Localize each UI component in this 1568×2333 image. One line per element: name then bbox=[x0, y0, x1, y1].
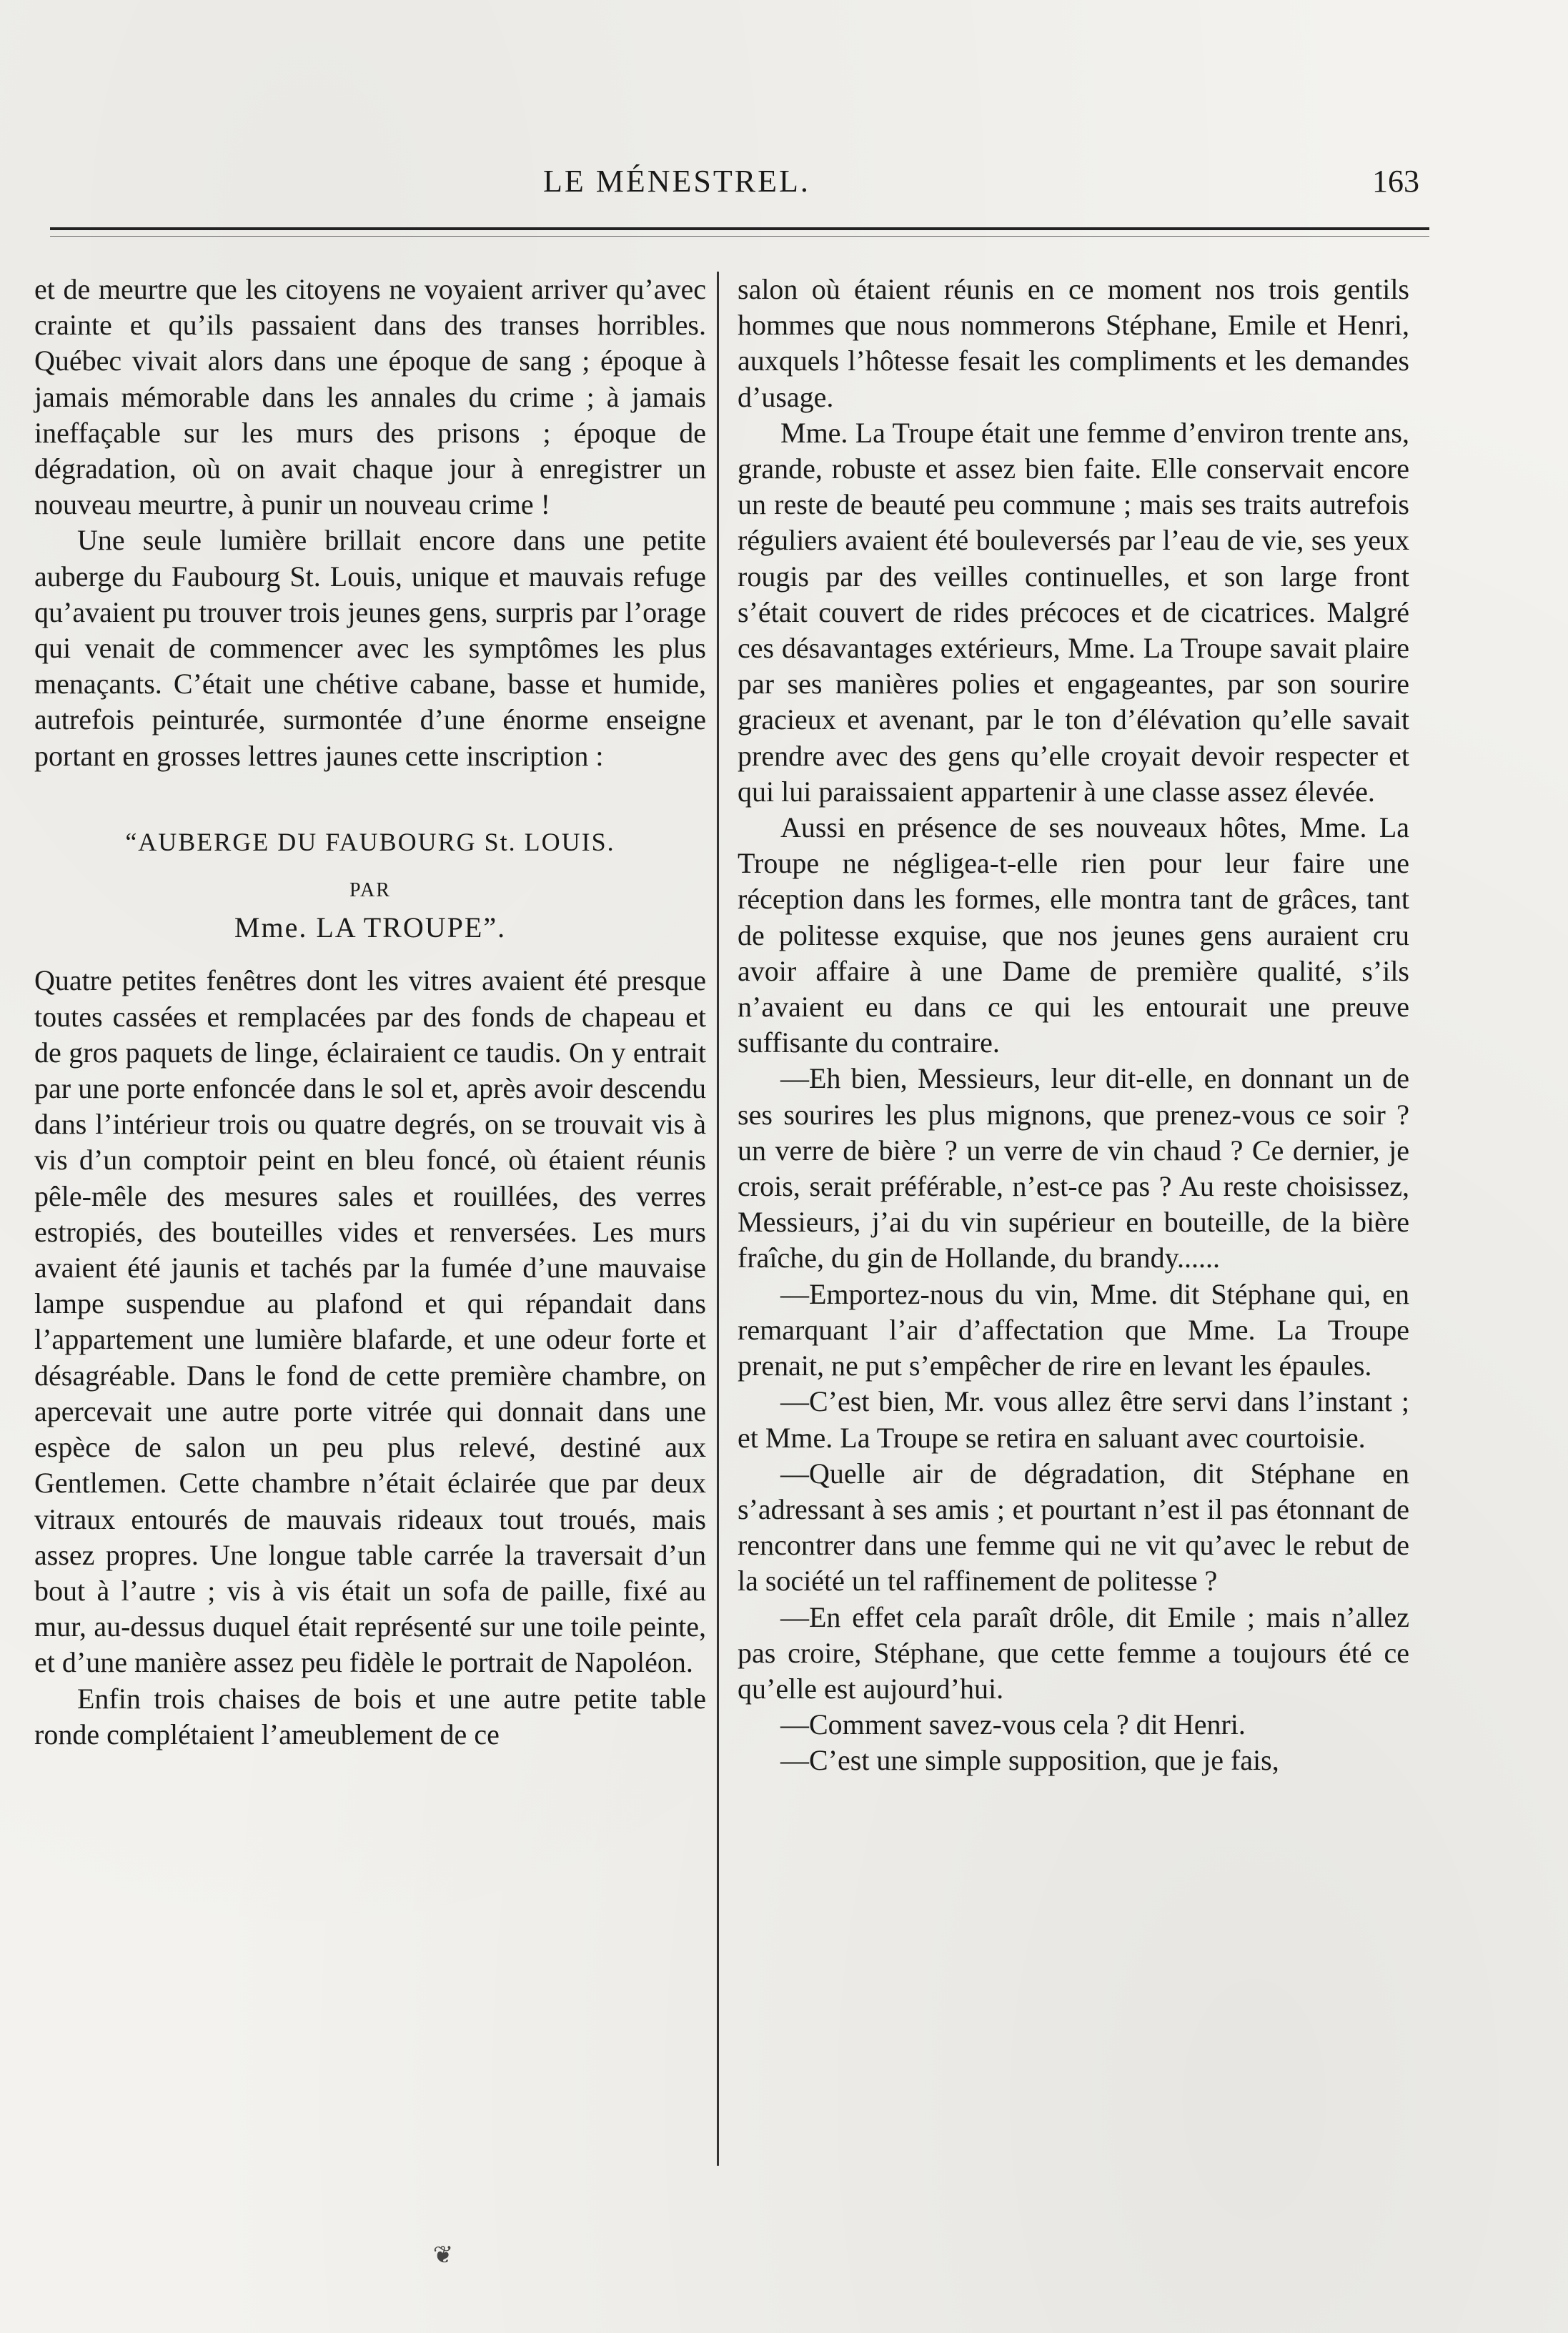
paragraph: Enfin trois chaises de bois et une autre petite table ronde complétaient l’ameublement de ce bbox=[34, 1682, 706, 1750]
paragraph: Aussi en présence de ses nouveaux hôtes, Mme. La Troupe ne négligea-t-elle rien pour leur faire une réception dans les formes, elle montra tant de grâces, tant de politesse exquise, que nos jeunes gens auraient cru avoir affaire à une Dame de première qualité, s’ils n’avaient eu dans ce qui les entourait une preuve suffisante du contraire. bbox=[738, 811, 1409, 1059]
sign-inscription-title: “AUBERGE DU FAUBOURG St. LOUIS. bbox=[125, 827, 615, 856]
left-column bbox=[34, 272, 706, 1753]
page-header bbox=[0, 163, 1568, 206]
dialogue-paragraph: —C’est une simple supposition, que je fais, bbox=[780, 1744, 1279, 1777]
ornament-icon: ❦ bbox=[432, 2241, 454, 2269]
dialogue-paragraph: —Emportez-nous du vin, Mme. dit Stéphane qui, en remarquant l’air d’affectation que Mme. La Troupe prenait, ne put s’empêcher de rire en levant les épaules. bbox=[738, 1277, 1409, 1382]
paragraph: Une seule lumière brillait encore dans une petite auberge du Faubourg St. Louis, unique et mauvais refuge qu’avaient pu trouver trois jeunes gens, surpris par l’orage qui venait de commencer avec les symptômes les plus menaçants. C’était une chétive cabane, basse et humide, autrefois peinturée, surmontée d’une énorme enseigne portant en grosses lettres jaunes cette inscription : bbox=[34, 524, 706, 772]
dialogue-paragraph: —Comment savez-vous cela ? dit Henri. bbox=[780, 1708, 1246, 1741]
dialogue-paragraph: —En effet cela paraît drôle, dit Emile ; mais n’allez pas croire, Stéphane, que cette femme a toujours été ce qu’elle est aujourd’hui. bbox=[738, 1600, 1409, 1705]
page-number: 163 bbox=[1372, 164, 1419, 199]
header-rule-thin bbox=[50, 236, 1429, 237]
paragraph: et de meurtre que les citoyens ne voyaient arriver qu’avec crainte et qu’ils passaient dans des transes horribles. Québec vivait alors dans une époque de sang ; époque à jamais mémorable dans les annales du crime ; à jamais ineffaçable sur les murs des prisons ; époque de dégradation, où on avait chaque jour à enregistrer un nouveau meurtre, à punir un nouveau crime ! bbox=[34, 273, 706, 521]
dialogue-paragraph: —Quelle air de dégradation, dit Stéphane en s’adressant à ses amis ; et pourtant n’est il pas étonnant de rencontrer dans une femme qui ne vit qu’avec le rebut de la société un tel raffinement de politesse ? bbox=[738, 1457, 1409, 1598]
dialogue-paragraph: —C’est bien, Mr. vous allez être servi dans l’instant ; et Mme. La Troupe se retira en saluant avec courtoisie. bbox=[738, 1385, 1409, 1454]
paragraph: Quatre petites fenêtres dont les vitres avaient été presque toutes cassées et remplacées par des fonds de chapeau et de gros paquets de linge, éclairaient ce taudis. On y entrait par une porte enfoncée dans le sol et, après avoir descendu dans l’intérieur trois ou quatre degrés, on se trouvait vis à vis d’un comptoir peint en bleu foncé, où étaient réunis pêle-mêle des mesures sales et rouillées, des verres estropiés, des bouteilles vides et renversées. Les murs avaient été jaunis et tachés par la fumée d’une mauvaise lampe suspendue au plafond et qui répandait dans l’appartement une lumière blafarde, et une odeur forte et désagréable. Dans le fond de cette première chambre, on apercevait une autre porte vitrée qui donnait dans une espèce de salon un peu plus relevé, destiné aux Gentlemen. Cette chambre n’était éclairée que par deux vitraux entourés de mauvais rideaux tout troués, mais assez propres. Une longue table carrée la traversait d’un bout à l’autre ; vis à vis était un sofa de paille, fixé au mur, au-dessus duquel était représenté sur une toile peinte, et d’une manière assez peu fidèle le portrait de Napoléon. bbox=[34, 964, 706, 1679]
sign-inscription-by: PAR bbox=[349, 879, 391, 902]
column-divider bbox=[717, 272, 719, 2166]
header-rule bbox=[50, 227, 1429, 230]
running-title: LE MÉNESTREL. bbox=[543, 164, 810, 199]
paragraph: Mme. La Troupe était une femme d’environ trente ans, grande, robuste et assez bien faite. Elle conservait encore un reste de beauté peu commune ; mais ses traits autrefois réguliers avaient été bouleversés par l’eau de vie, ses yeux rougis par des veilles continuelles, et son large front s’était couvert de rides précoces et de cicatrices. Malgré ces désavantages extérieurs, Mme. La Troupe savait plaire par ses manières polies et engageantes, par son sourire gracieux et avenant, par le ton d’élévation qu’elle savait prendre avec des gens qu’elle croyait devoir respecter et qui lui paraissaient appartenir à une classe assez élevée. bbox=[738, 416, 1409, 808]
dialogue-paragraph: —Eh bien, Messieurs, leur dit-elle, en donnant un de ses sourires les plus mignons, que prenez-vous ce soir ? un verre de bière ? un verre de vin chaud ? Ce dernier, je crois, serait préférable, n’est-ce pas ? Au reste choisissez, Messieurs, j’ai du vin supérieur en bouteille, de la bière fraîche, du gin de Hollande, du brandy...... bbox=[738, 1062, 1409, 1274]
sign-inscription-name: Mme. LA TROUPE”. bbox=[234, 911, 507, 944]
paragraph: salon où étaient réunis en ce moment nos trois gentils hommes que nous nommerons Stéphane, Emile et Henri, auxquels l’hôtesse fesait les compliments et les demandes d’usage. bbox=[738, 273, 1409, 413]
right-column bbox=[738, 272, 1409, 1779]
